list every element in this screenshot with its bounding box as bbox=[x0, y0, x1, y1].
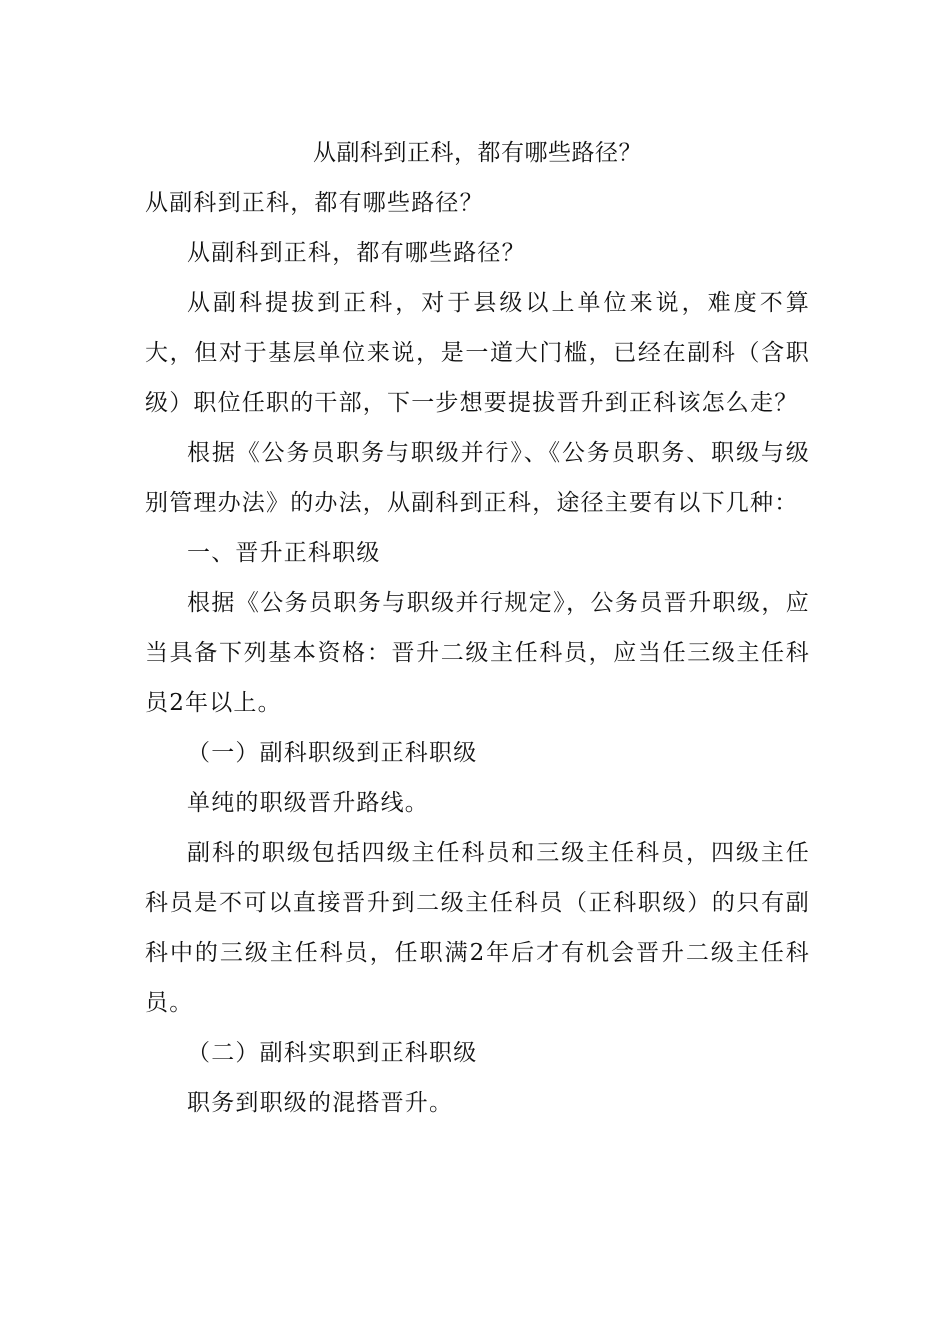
section-1-paragraph: 根据《公务员职务与职级并行规定》，公务员晋升职级，应当具备下列基本资格：晋升二级主任科员，应当任三级主任科员2年以上。 bbox=[145, 590, 810, 716]
basis-paragraph: 根据《公务员职务与职级并行》、《公务员职务、职级与级别管理办法》的办法，从副科到正科，途径主要有以下几种： bbox=[145, 440, 810, 516]
document-title: 从副科到正科，都有哪些路径？ bbox=[313, 140, 642, 166]
repeated-title-paragraph: 从副科到正科，都有哪些路径？ bbox=[187, 240, 526, 266]
subsection-1-paragraph: 副科的职级包括四级主任科员和三级主任科员，四级主任科员是不可以直接晋升到二级主任科员（正科职级）的只有副科中的三级主任科员，任职满2年后才有机会晋升二级主任科员。 bbox=[145, 840, 810, 1016]
subsection-heading-1: （一）副科职级到正科职级 bbox=[187, 740, 478, 766]
subsection-1-summary: 单纯的职级晋升路线。 bbox=[187, 790, 429, 816]
subsection-2-summary: 职务到职级的混搭晋升。 bbox=[187, 1090, 454, 1116]
subsection-heading-2: （二）副科实职到正科职级 bbox=[187, 1040, 478, 1066]
intro-paragraph: 从副科提拔到正科，对于县级以上单位来说，难度不算大，但对于基层单位来说，是一道大门槛，已经在副科（含职级）职位任职的干部，下一步想要提拔晋升到正科该怎么走？ bbox=[145, 290, 810, 416]
section-heading-1: 一、晋升正科职级 bbox=[187, 540, 381, 566]
document-page bbox=[145, 128, 810, 1128]
repeated-title-line: 从副科到正科，都有哪些路径？ bbox=[145, 190, 484, 216]
